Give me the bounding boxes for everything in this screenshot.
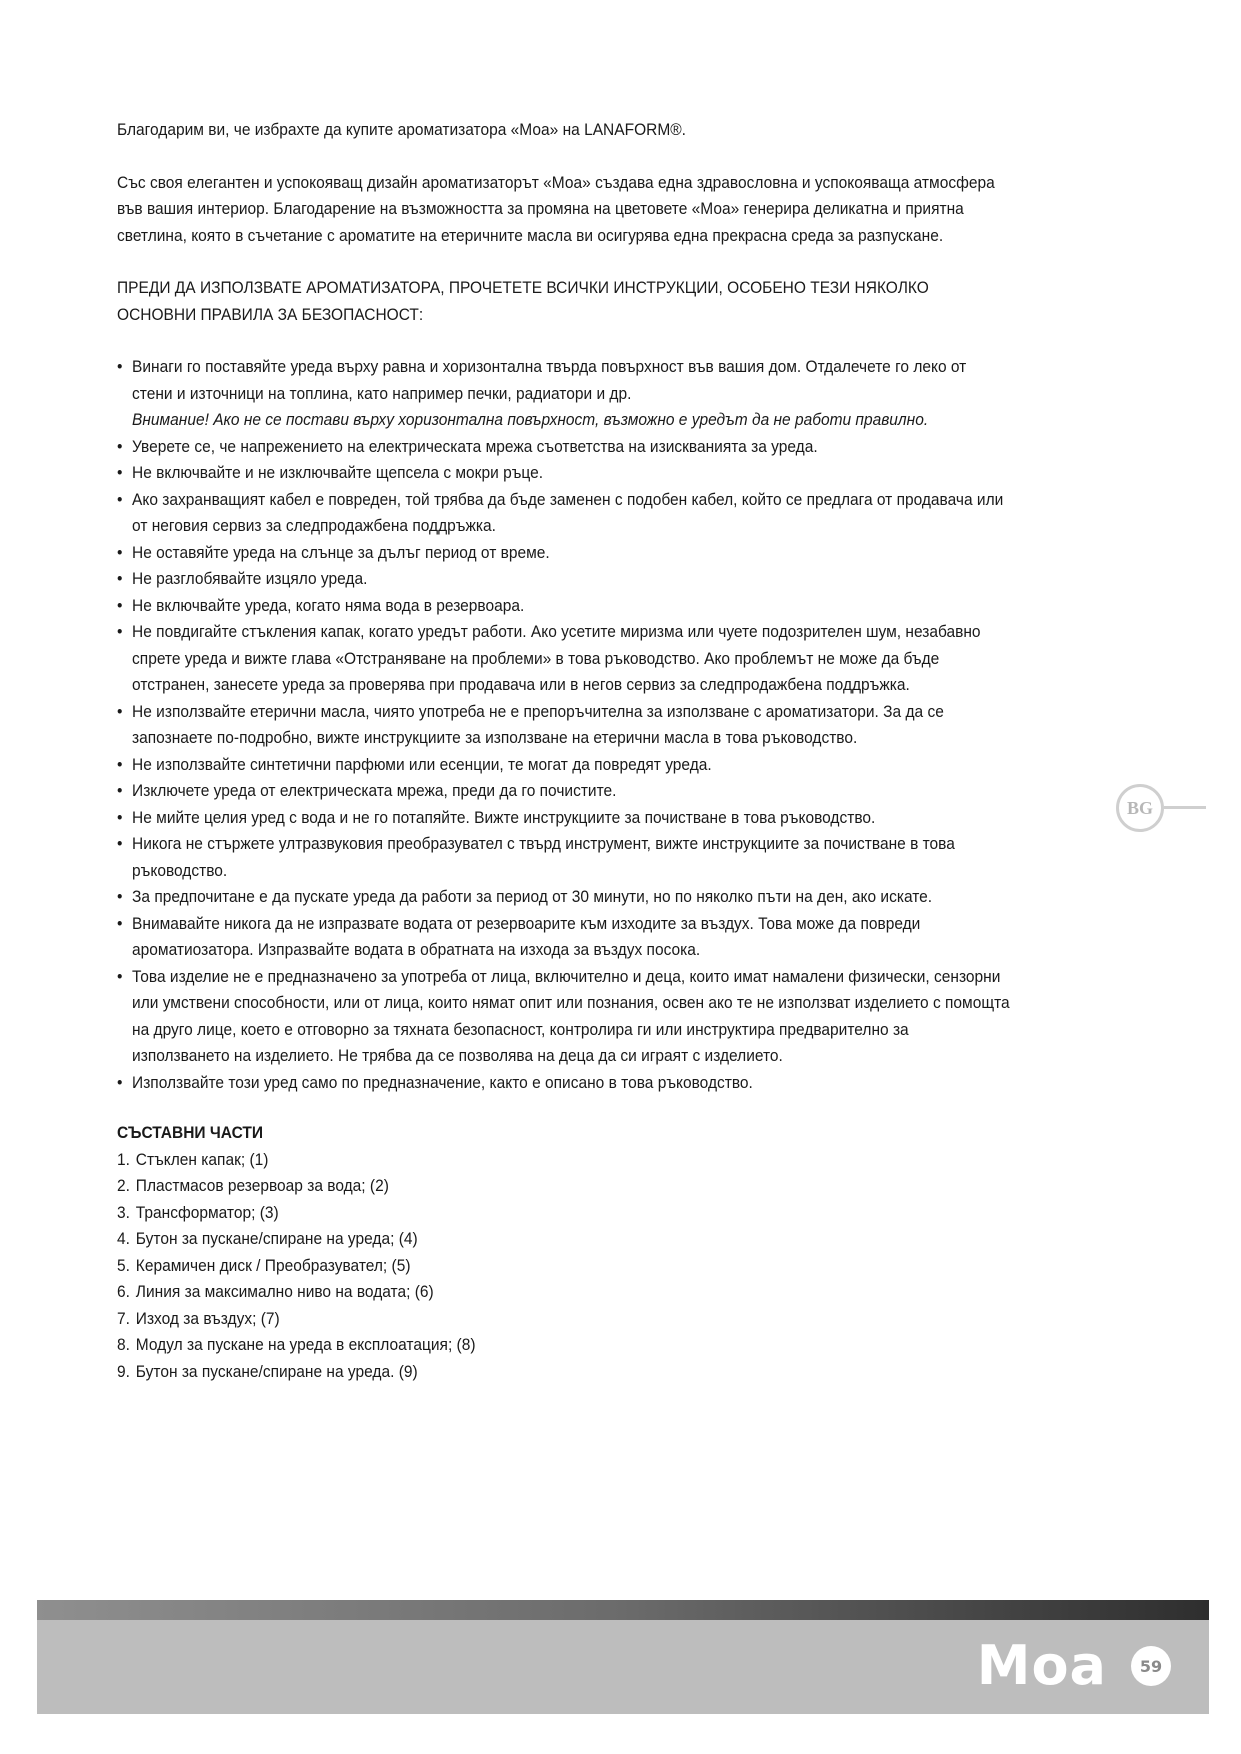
list-item: • Ако захранващият кабел е повреден, той трябва да бъде заменен с подобен кабел, който се предлага от продавача или от неговия сервиз за следпродажбена поддръжка. xyxy=(117,487,1010,540)
document-body xyxy=(117,117,1010,1385)
page-number: 59 xyxy=(1131,1646,1171,1686)
list-item xyxy=(117,1306,1010,1333)
rule-text: Винаги го поставяйте уреда върху равна и хоризонтална твърда повърхност във вашия дом. Отдалечете го леко от стени и източници на топлина, като например печки, радиатори и др. xyxy=(132,358,967,403)
part-label: Стъклен капак; (1) xyxy=(135,1150,269,1169)
list-item: • Не използвайте синтетични парфюми или есенции, те могат да повредят уреда. xyxy=(117,752,1010,779)
list-item xyxy=(117,354,1010,434)
parts-list xyxy=(117,1147,1010,1386)
brand-logo: Moa xyxy=(976,1634,1107,1697)
part-number: 4. xyxy=(117,1230,130,1248)
intro-paragraph: Благодарим ви, че избрахте да купите ароматизатора «Моа» на LANAFORM®. xyxy=(117,121,686,139)
part-label: Модул за пускане на уреда в експлоатация; (8) xyxy=(135,1336,476,1354)
list-item xyxy=(117,1147,1010,1174)
part-label: Линия за максимално ниво на водата; (6) xyxy=(135,1283,434,1301)
list-item: • Не повдигайте стъкления капак, когато уредът работи. Ако усетите миризма или чуете подозрителен шум, незабавно спрете уреда и вижте глава «Отстраняване на проблеми» в това ръководство. Ако проблемът не може да бъде отстранен, занесете уреда за проверява при продавача или в негов сервиз за следпродажбена поддръжка. xyxy=(117,619,1010,699)
list-item: • Използвайте този уред само по предназначение, както е описано в това ръководство. xyxy=(117,1070,1010,1097)
list-item xyxy=(117,1173,1010,1200)
part-label: Изход за въздух; (7) xyxy=(135,1309,280,1328)
list-item: • Не мийте целия уред с вода и не го потапяйте. Вижте инструкциите за почистване в това ръководство. xyxy=(117,805,1010,832)
part-number: 1. xyxy=(117,1150,130,1169)
safety-warning-heading: ПРЕДИ ДА ИЗПОЛЗВАТЕ АРОМАТИЗАТОРА, ПРОЧЕТЕТЕ ВСИЧКИ ИНСТРУКЦИИ, ОСОБЕНО ТЕЗИ НЯКОЛКО ОСНОВНИ ПРАВИЛА ЗА БЕЗОПАСНОСТ: xyxy=(117,279,929,324)
part-number: 2. xyxy=(117,1177,130,1195)
part-label: Пластмасов резервоар за вода; (2) xyxy=(135,1177,389,1195)
description-paragraph: Със своя елегантен и успокояващ дизайн ароматизаторът «Моа» създава една здравословна и успокояваща атмосфера във вашия интериор. Благодарение на възможността за промяна на цветовете «Моа» генерира деликатна и приятна светлина, която в съчетание с ароматите на етеричните масла ви осигурява една прекрасна среда за разпускане. xyxy=(117,173,995,245)
list-item xyxy=(117,1253,1010,1280)
part-label: Керамичен диск / Преобразувател; (5) xyxy=(135,1256,411,1275)
list-item: • Изключете уреда от електрическата мрежа, преди да го почистите. xyxy=(117,778,1010,805)
list-item: • Внимавайте никога да не изпразвате водата от резервоарите към изходите за въздух. Това може да повреди ароматиозатора. Изпразвайте водата в обратната на изхода за въздух посока. xyxy=(117,911,1010,964)
list-item: • Това изделие не е предназначено за употреба от лица, включително и деца, които имат намалени физически, сензорни или умствени способности, или от лица, които нямат опит или познания, освен ако те не използват изделието с помощта на друго лице, което е отговорно за тяхната безопасност, контролира ги или инструктира предварително за използването на изделието. Не трябва да се позволява на деца да си играят с изделието. xyxy=(117,964,1010,1070)
part-number: 6. xyxy=(117,1283,130,1301)
language-tab: BG xyxy=(1116,784,1164,832)
list-item xyxy=(117,1332,1010,1359)
list-item: • Не включвайте и не изключвайте щепсела с мокри ръце. xyxy=(117,460,1010,487)
part-number: 7. xyxy=(117,1309,130,1328)
language-tab-line xyxy=(1164,806,1206,809)
part-number: 3. xyxy=(117,1203,130,1222)
footer-band xyxy=(37,1620,1209,1714)
parts-heading: СЪСТАВНИ ЧАСТИ xyxy=(117,1124,264,1142)
part-number: 9. xyxy=(117,1362,130,1381)
list-item xyxy=(117,1359,1010,1386)
list-item: • Не включвайте уреда, когато няма вода в резервоара. xyxy=(117,593,1010,620)
list-item: • За предпочитане е да пускате уреда да работи за период от 30 минути, но по няколко пъти на ден, ако искате. xyxy=(117,884,1010,911)
list-item xyxy=(117,1279,1010,1306)
list-item xyxy=(117,1226,1010,1253)
list-item xyxy=(117,1200,1010,1227)
part-label: Трансформатор; (3) xyxy=(135,1203,279,1222)
rule-note: Внимание! Ако не се постави върху хоризонтална повърхност, възможно е уредът да не работи правилно. xyxy=(132,411,929,429)
list-item: • Не оставяйте уреда на слънце за дълъг период от време. xyxy=(117,540,1010,567)
list-item: • Уверете се, че напрежението на електрическата мрежа съответства на изискванията за уреда. xyxy=(117,434,1010,461)
list-item: • Не разглобявайте изцяло уреда. xyxy=(117,566,1010,593)
part-label: Бутон за пускане/спиране на уреда; (4) xyxy=(135,1230,418,1248)
part-number: 8. xyxy=(117,1336,130,1354)
list-item: • Не използвайте етерични масла, чиято употреба не е препоръчителна за използване с ароматизатори. За да се запознаете по-подробно, вижте инструкциите за използване на етерични масла в това ръководство. xyxy=(117,699,1010,752)
list-item: • Никога не стържете ултразвуковия преобразувател с твърд инструмент, вижте инструкциите за почистване в това ръководство. xyxy=(117,831,1010,884)
footer-stripe xyxy=(37,1600,1209,1620)
safety-rules-list xyxy=(117,354,1010,1096)
part-label: Бутон за пускане/спиране на уреда. (9) xyxy=(135,1362,418,1381)
part-number: 5. xyxy=(117,1256,130,1275)
